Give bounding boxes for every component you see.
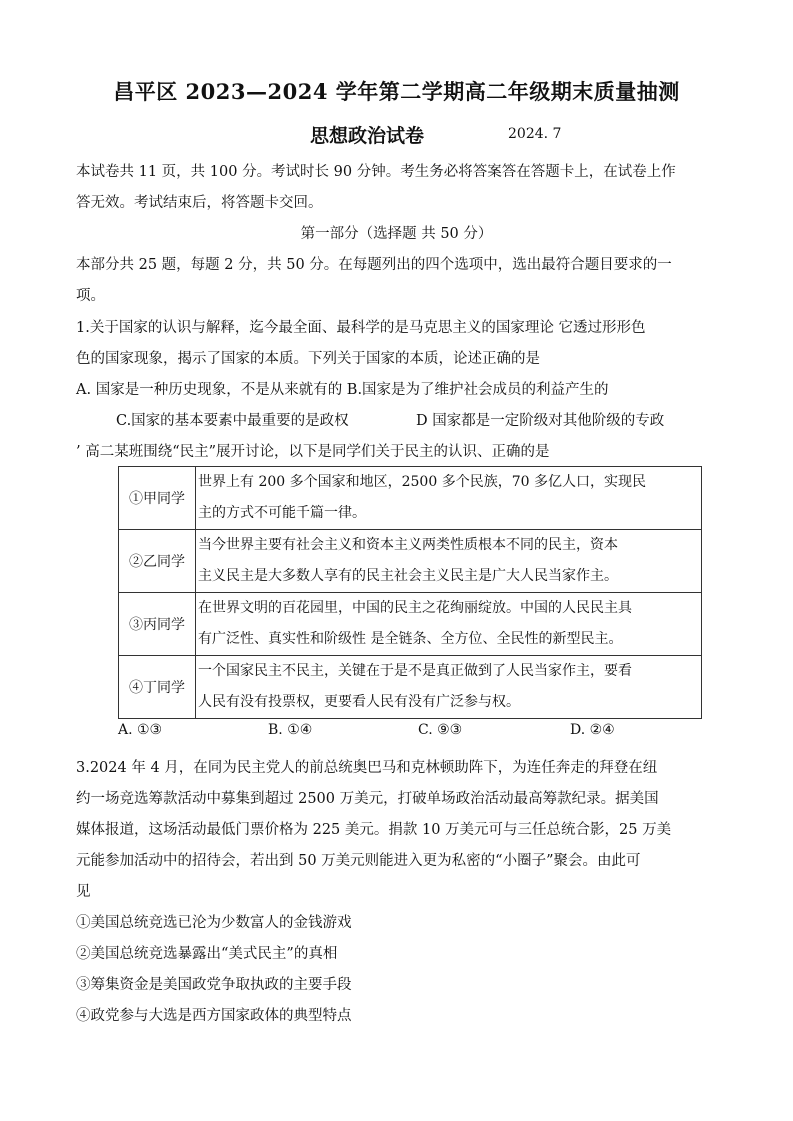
student-label: ②乙同学	[119, 530, 196, 593]
exam-title: 昌平区 2023—2024 学年第二学期高二年级期末质量抽测	[113, 79, 680, 104]
student-label: ①甲同学	[119, 467, 196, 530]
q1-stem-line-1: 1.关于国家的认识与解释，迄今最全面、最科学的是马克思主义的国家理论 它透过形形色	[76, 320, 646, 336]
opinion-line: 在世界文明的百花园里，中国的民主之花绚丽绽放。中国的人民民主具	[198, 600, 632, 616]
q3-item-4: ④政党参与大选是西方国家政体的典型特点	[76, 1008, 352, 1024]
q3-stem-line-4: 元能参加活动中的招待会，若出到 50 万美元则能进入更为私密的“小圈子”聚会。由此可	[76, 853, 641, 869]
q1-option-c: C.国家的基本要素中最重要的是政权	[116, 413, 349, 429]
opinion-line: 一个国家民主不民主，关键在于是不是真正做到了人民当家作主，要看	[198, 663, 632, 679]
student-opinion	[196, 467, 702, 530]
q2-stem: ’ 高二某班围绕“民主”展开讨论，以下是同学们关于民主的认识、正确的是	[76, 444, 550, 460]
student-opinion	[196, 656, 702, 719]
q1-stem-line-2: 色的国家现象，揭示了国家的本质。下列关于国家的本质，论述正确的是	[76, 351, 540, 367]
exam-subject: 思想政治试卷	[310, 125, 425, 147]
table-row	[119, 593, 702, 656]
opinion-line: 人民有没有投票权，更要看人民有没有广泛参与权。	[198, 694, 520, 710]
opinion-line: 主义民主是大多数人享有的民主社会主义民主是广大人民当家作主。	[198, 568, 618, 584]
table-row	[119, 467, 702, 530]
q2-option-d: D. ②④	[570, 722, 615, 738]
q2-option-b: B. ①④	[268, 722, 313, 738]
q3-stem-line-5: 见	[76, 884, 91, 900]
q2-option-a: A. ①③	[118, 722, 163, 738]
student-label: ④丁同学	[119, 656, 196, 719]
opinion-line: 主的方式不可能千篇一律。	[198, 505, 366, 521]
q2-option-c: C. ⑨③	[418, 722, 463, 738]
q3-stem-line-3: 媒体报道，这场活动最低门票价格为 225 美元。捐款 10 万美元可与三任总统合影，25 万美	[76, 822, 672, 838]
student-label: ③丙同学	[119, 593, 196, 656]
q1-option-ab: A. 国家是一种历史现象，不是从来就有的 B.国家是为了维护社会成员的利益产生的	[76, 382, 609, 398]
q3-item-3: ③筹集资金是美国政党争取执政的主要手段	[76, 977, 352, 993]
part1-intro-line-2: 项。	[76, 288, 105, 304]
student-opinion	[196, 530, 702, 593]
table-row	[119, 530, 702, 593]
table-row	[119, 656, 702, 719]
q1-option-d: D 国家都是一定阶级对其他阶级的专政	[416, 413, 665, 429]
part1-intro-line-1: 本部分共 25 题，每题 2 分，共 50 分。在每题列出的四个选项中，选出最符合题目要求的一	[76, 257, 672, 273]
instructions-line-1: 本试卷共 11 页，共 100 分。考试时长 90 分钟。考生务必将答案答在答题卡上，在试卷上作	[76, 164, 676, 180]
opinion-line: 当今世界主要有社会主义和资本主义两类性质根本不同的民主，资本	[198, 537, 618, 553]
q3-stem-line-1: 3.2024 年 4 月，在同为民主党人的前总统奥巴马和克林顿助阵下，为连任奔走的拜登在纽	[76, 760, 658, 776]
opinion-line: 世界上有 200 多个国家和地区，2500 多个民族，70 多亿人口，实现民	[198, 474, 646, 490]
exam-date: 2024. 7	[508, 126, 562, 142]
part1-heading: 第一部分（选择题 共 50 分）	[300, 226, 493, 242]
opinion-line: 有广泛性、真实性和阶级性 是全链条、全方位、全民性的新型民主。	[198, 631, 623, 647]
student-opinion	[196, 593, 702, 656]
q3-item-1: ①美国总统竞选已沦为少数富人的金钱游戏	[76, 915, 352, 931]
q2-opinions-table	[118, 466, 702, 719]
instructions-line-2: 答无效。考试结束后，将答题卡交回。	[76, 195, 323, 211]
q3-stem-line-2: 约一场竞选筹款活动中募集到超过 2500 万美元，打破单场政治活动最高筹款纪录。据美国	[76, 791, 659, 807]
q3-item-2: ②美国总统竞选暴露出“美式民主”的真相	[76, 946, 338, 962]
